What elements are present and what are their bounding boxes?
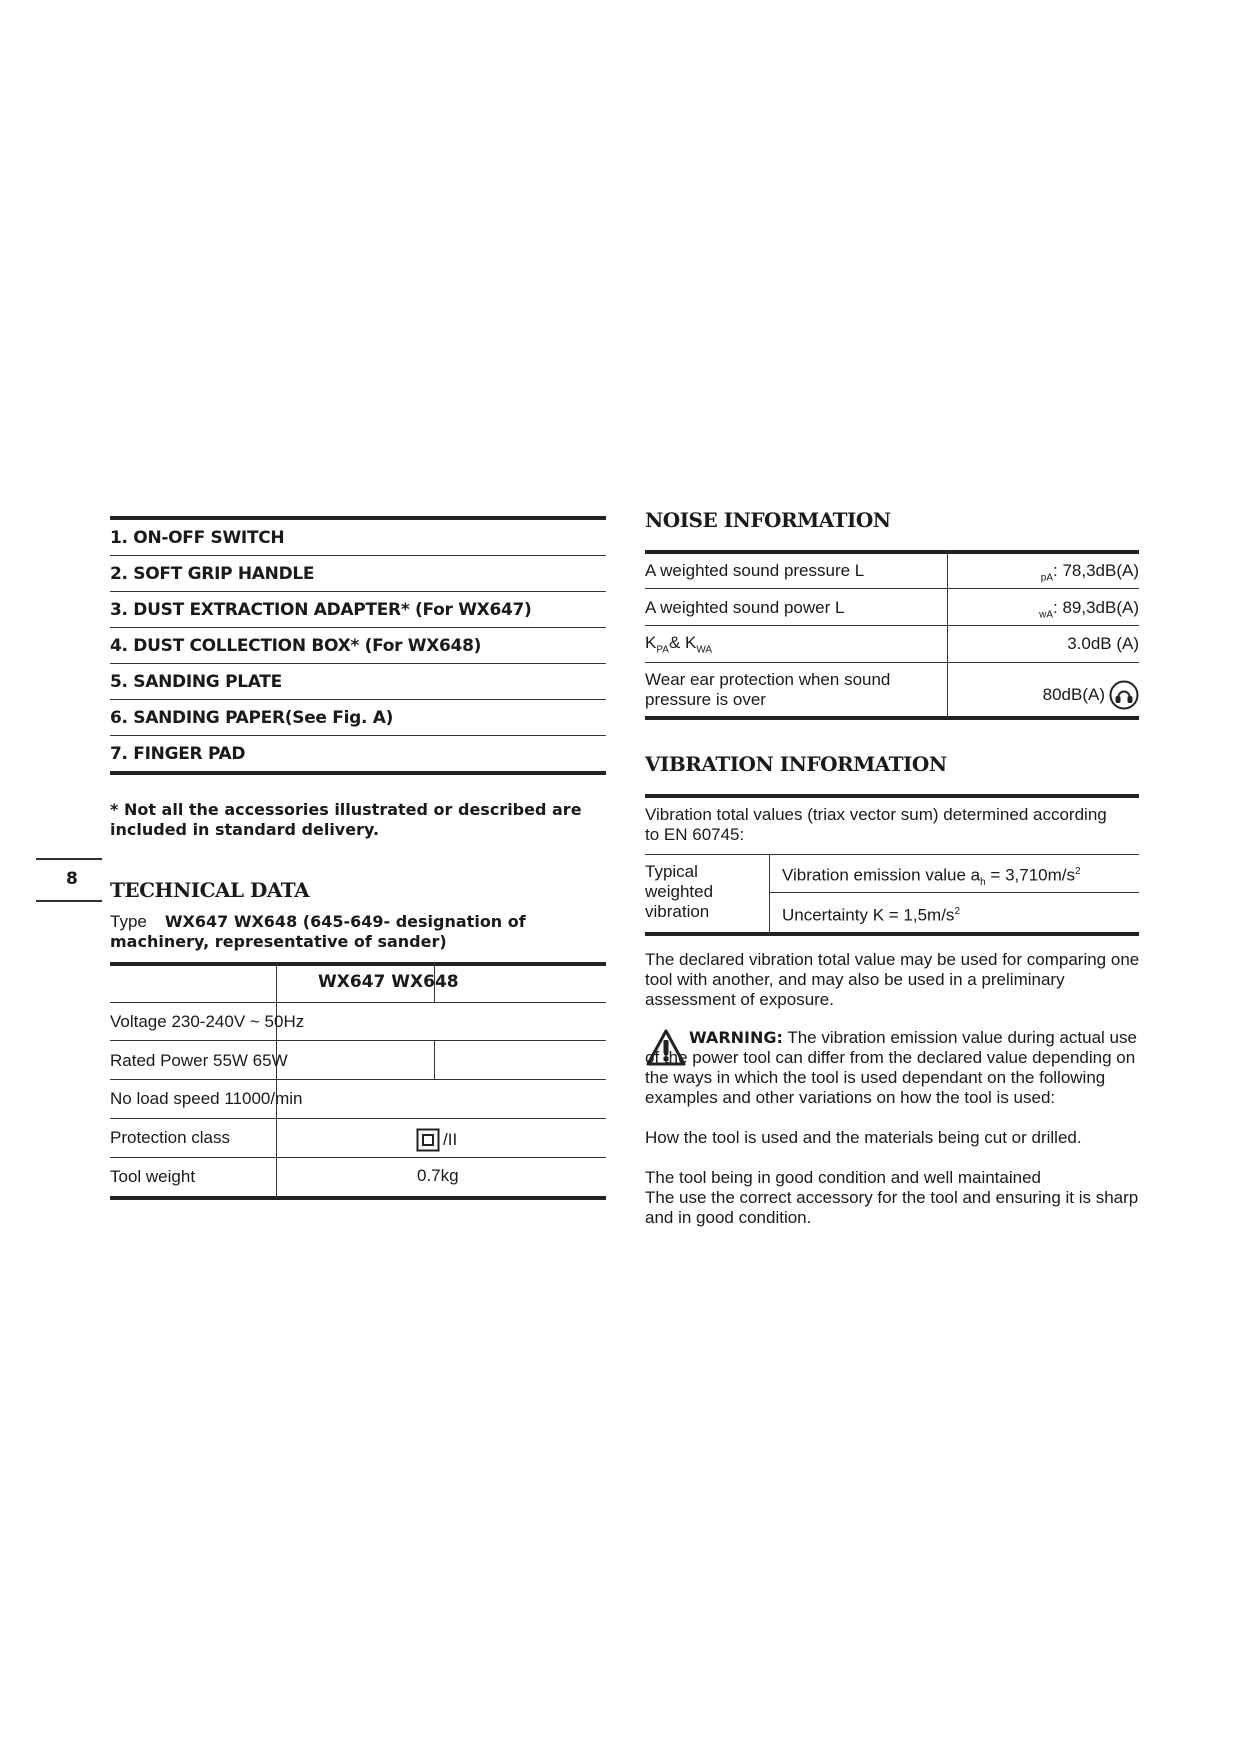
part-item-6: 6. SANDING PAPER(See Fig. A)	[110, 700, 606, 736]
vibration-table	[645, 794, 1139, 936]
vibration-intro: Vibration total values (triax vector sum) determined according to EN 60745:	[645, 805, 1107, 844]
uncertainty-k-label	[645, 633, 712, 660]
table-rule	[110, 962, 606, 966]
part-item-3: 3. DUST EXTRACTION ADAPTER* (For WX647)	[110, 592, 606, 628]
uncertainty-k-value: 3.0dB (A)	[1067, 634, 1139, 653]
k-and: & K	[668, 633, 697, 652]
double-insulation-icon	[416, 1128, 440, 1152]
table-rule	[110, 1118, 606, 1119]
accessories-note: * Not all the accessories illustrated or described are included in standard delivery.	[110, 800, 582, 839]
protection-class-value: /II	[443, 1130, 458, 1149]
vibration-uncertainty	[782, 902, 960, 926]
sound-power-value-cell	[1039, 598, 1139, 625]
table-rule	[110, 1079, 606, 1080]
k-pa-subscript: PA	[656, 644, 669, 656]
sound-pressure-value-cell	[1041, 561, 1139, 588]
protection-class-label: Protection class	[110, 1128, 230, 1147]
noise-table	[645, 550, 1139, 718]
type-line	[110, 912, 610, 952]
emission-number: = 3,710m/s	[985, 865, 1076, 885]
sound-pressure-subscript: pA	[1040, 572, 1053, 584]
typical-weighted-vibration-label: Typical weighted vibration	[645, 862, 714, 921]
table-rule	[645, 932, 1139, 936]
no-load-speed-row: No load speed 11000/min	[110, 1089, 303, 1108]
part-item-2: 2. SOFT GRIP HANDLE	[110, 556, 606, 592]
emission-subscript: h	[980, 877, 986, 889]
voltage-row: Voltage 230-240V ~ 50Hz	[110, 1012, 305, 1031]
table-rule	[645, 550, 1139, 554]
page-number-box	[36, 858, 102, 902]
usage-line-3: The use the correct accessory for the tool and ensuring it is sharp and in good condition.	[645, 1188, 1139, 1227]
k-symbol: K	[645, 633, 657, 652]
table-rule	[645, 662, 1139, 663]
rated-power-row: Rated Power 55W 65W	[110, 1051, 288, 1070]
declared-vibration-paragraph: The declared vibration total value may be used for comparing one tool with another, and may also be used in a preliminary assessment of exposure.	[645, 950, 1140, 1009]
k-wa-subscript: WA	[696, 644, 713, 656]
part-item-4: 4. DUST COLLECTION BOX* (For WX648)	[110, 628, 606, 664]
sound-power-subscript: wA	[1039, 609, 1053, 621]
parts-list	[110, 516, 606, 775]
table-rule	[110, 1196, 606, 1200]
table-rule	[110, 1002, 606, 1003]
table-divider	[947, 550, 948, 718]
warning-paragraph	[645, 1028, 1141, 1108]
ear-protection-value: 80dB(A)	[1042, 685, 1105, 704]
type-label: Type	[110, 912, 147, 931]
table-divider	[434, 1040, 435, 1079]
table-rule	[645, 794, 1139, 798]
table-divider	[276, 962, 277, 1198]
part-item-7: 7. FINGER PAD	[110, 736, 606, 775]
technical-data-heading: TECHNICAL DATA	[110, 878, 310, 902]
usage-line-1: How the tool is used and the materials being cut or drilled.	[645, 1128, 1082, 1147]
ear-protection-icon	[1109, 680, 1139, 710]
type-value: WX647 WX648 (645-649- designation of machinery, representative of sander)	[110, 912, 526, 951]
tool-weight-label: Tool weight	[110, 1167, 196, 1186]
sound-power-value: : 89,3dB(A)	[1053, 598, 1139, 617]
table-rule	[110, 1040, 606, 1041]
emission-label: Vibration emission value a	[782, 865, 981, 885]
table-rule	[645, 716, 1139, 720]
protection-class-value-cell	[416, 1128, 457, 1152]
vibration-information-heading: VIBRATION INFORMATION	[645, 752, 947, 776]
table-rule	[110, 1157, 606, 1158]
sound-pressure-value: : 78,3dB(A)	[1053, 561, 1139, 580]
part-item-1: 1. ON-OFF SWITCH	[110, 520, 606, 556]
sound-power-label: A weighted sound power L	[645, 598, 845, 617]
vibration-emission-value	[782, 862, 1081, 893]
page-number: 8	[66, 869, 78, 889]
noise-information-heading: NOISE INFORMATION	[645, 508, 891, 532]
table-rule	[645, 854, 1139, 855]
table-divider	[769, 854, 770, 936]
tool-weight-value: 0.7kg	[417, 1166, 459, 1185]
ear-protection-label: Wear ear protection when sound pressure is over	[645, 670, 891, 709]
uncertainty-unit-superscript: 2	[954, 906, 960, 917]
table-header-models: WX647 WX648	[318, 972, 459, 992]
ear-protection-value-cell	[1043, 680, 1139, 710]
warning-label: WARNING:	[689, 1028, 783, 1047]
usage-line-2: The tool being in good condition and well maintained	[645, 1168, 1041, 1187]
part-item-5: 5. SANDING PLATE	[110, 664, 606, 700]
technical-data-table	[110, 962, 606, 1200]
uncertainty-label: Uncertainty K = 1,5m/s	[782, 905, 955, 925]
sound-pressure-label: A weighted sound pressure L	[645, 561, 865, 580]
emission-unit-superscript: 2	[1075, 866, 1081, 877]
warning-text: The vibration emission value during actual use of the power tool can differ from the declared value depending on the ways in which the tool is used dependant on the following examples and other variations on how the tool is used:	[645, 1028, 1137, 1107]
